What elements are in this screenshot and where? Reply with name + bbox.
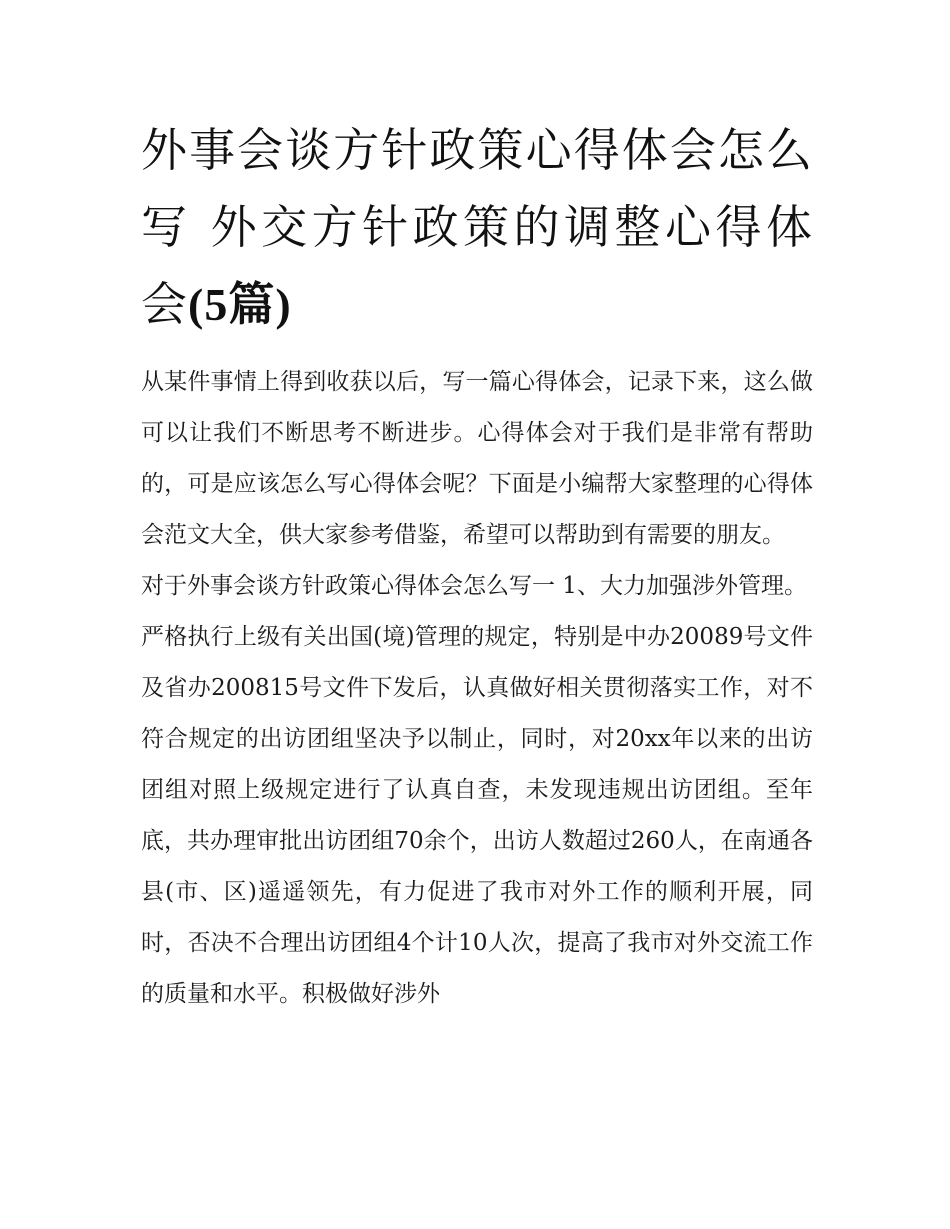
document-content [141, 112, 813, 1020]
document-title-text: 外事会谈方针政策心得体会怎么写 外交方针政策的调整心得体会 [141, 123, 813, 331]
intro-paragraph: 从某件事情上得到收获以后，写一篇心得体会，记录下来，这么做可以让我们不断思考不断进步。心得体会对于我们是非常有帮助的，可是应该怎么写心得体会呢？下面是小编帮大家整理的心得体会范文大全，供大家参考借鉴，希望可以帮助到有需要的朋友。 [141, 369, 813, 548]
document-title-count: (5篇) [188, 279, 292, 330]
body-paragraph: 严格执行上级有关出国(境)管理的规定，特别是中办20089号文件及省办200815号文件下发后，认真做好相关贯彻落实工作，对不符合规定的出访团组坚决予以制止，同时，对20xx年以来的出访团组对照上级规定进行了认真自查，未发现违规出访团组。至年底，共办理审批出访团组70余个，出访人数超过260人，在南通各县(市、区)遥遥领先，有力促进了我市对外工作的顺利开展，同时，否决不合理出访团组4个计10人次，提高了我市对外交流工作的质量和水平。积极做好涉外 [141, 624, 813, 1007]
document-body [141, 357, 813, 1020]
section-heading-paragraph: 对于外事会谈方针政策心得体会怎么写一 1、大力加强涉外管理。 [141, 573, 807, 599]
document-title [141, 112, 813, 343]
